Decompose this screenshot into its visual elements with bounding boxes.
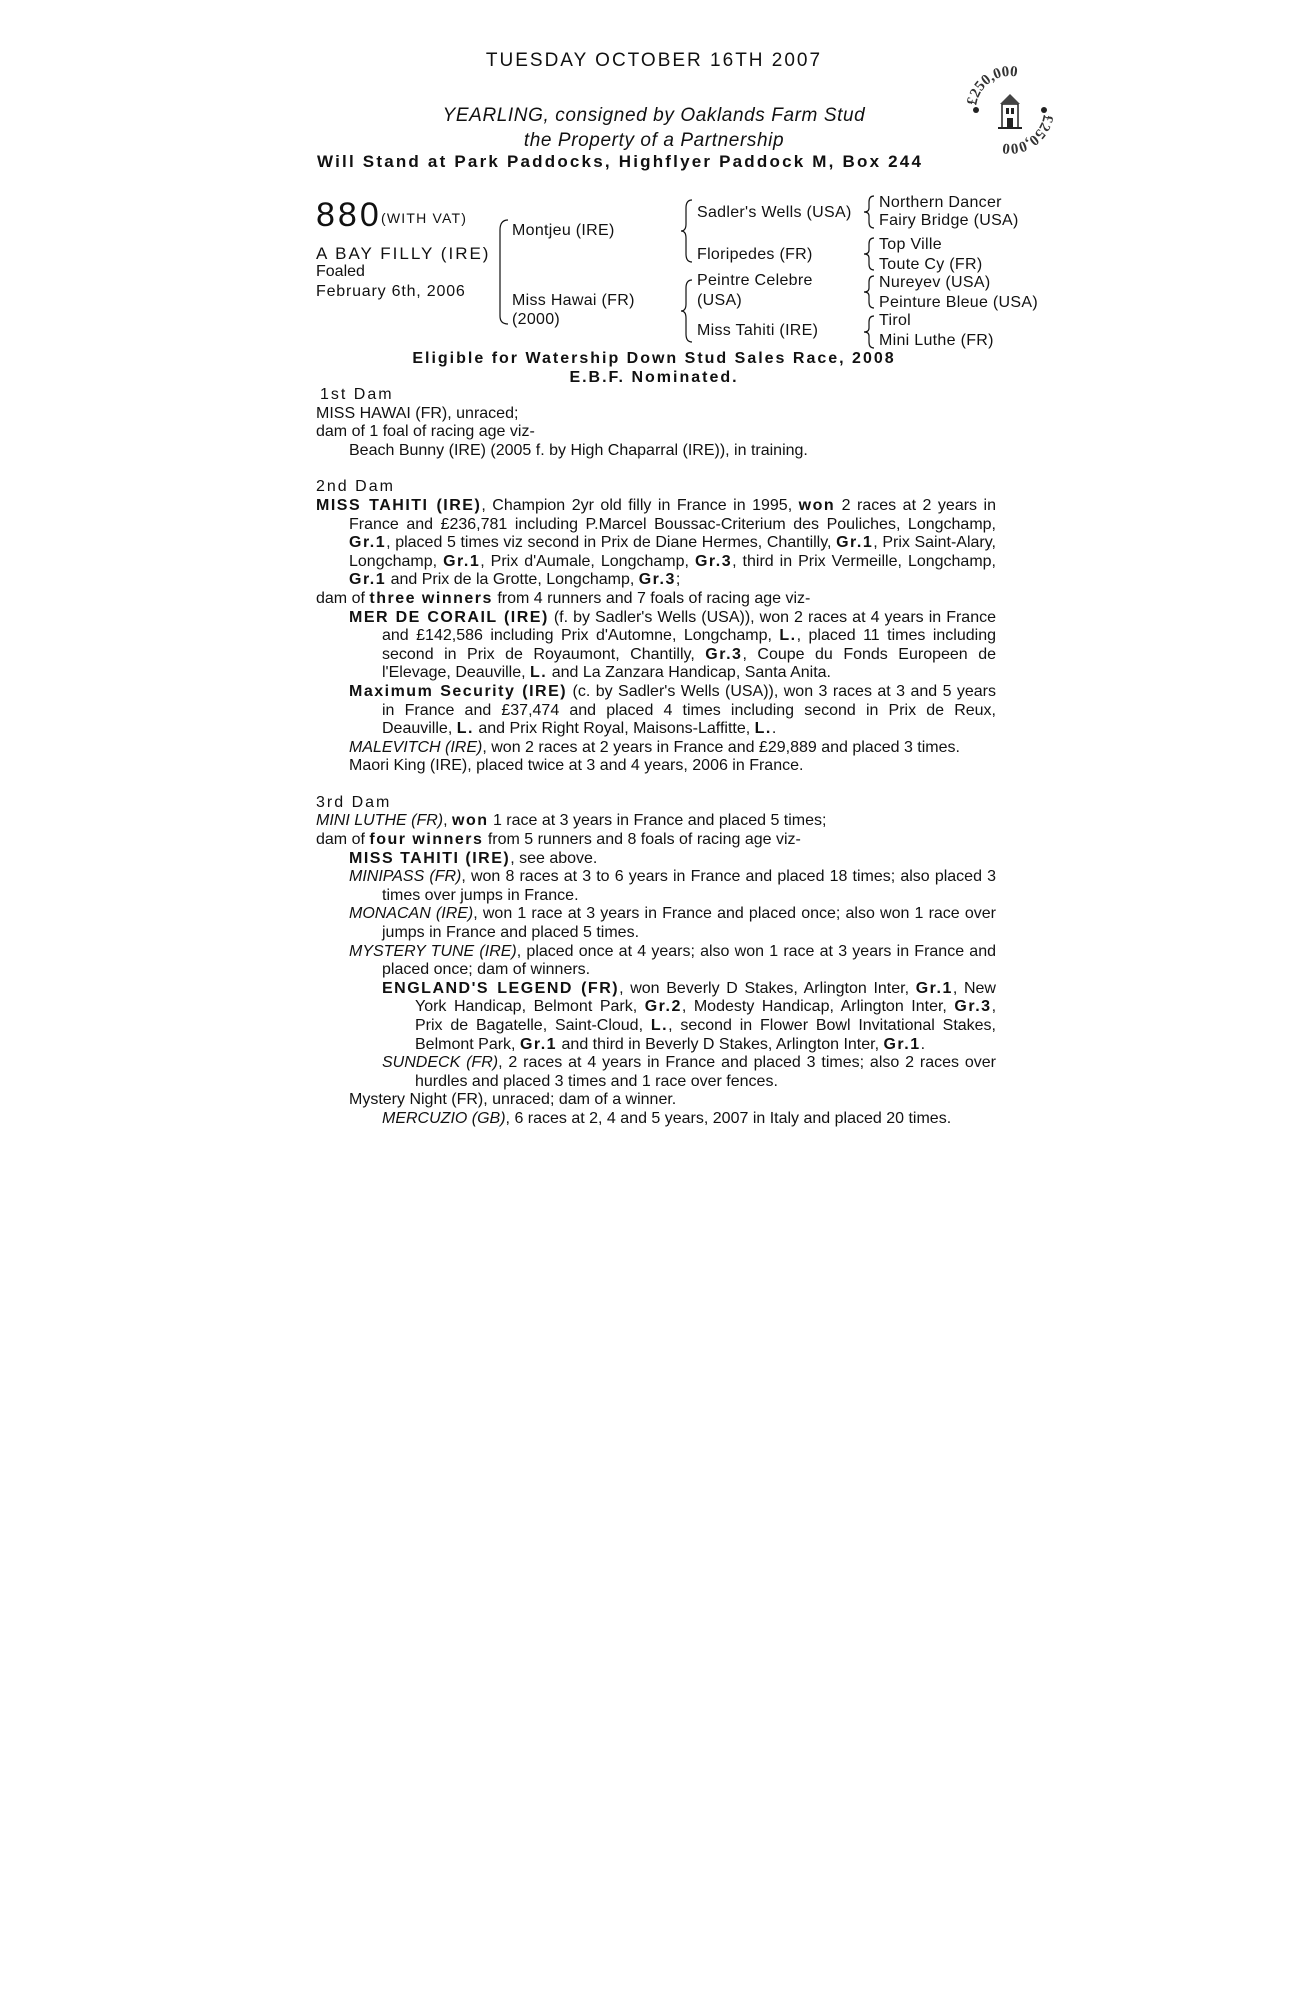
pedigree-dss: Nureyev (USA) bbox=[879, 274, 991, 291]
property-line: the Property of a Partnership bbox=[523, 130, 785, 151]
pedigree-brace-parents bbox=[494, 218, 512, 326]
pedigree-brace-dd bbox=[860, 314, 878, 350]
progeny-maori-king: Maori King (IRE), placed twice at 3 and 4 years, 2006 in France. bbox=[349, 757, 804, 775]
pedigree-sdd: Toute Cy (FR) bbox=[879, 256, 983, 273]
pedigree-dsd: Peinture Bleue (USA) bbox=[879, 294, 1038, 311]
pedigree-sds: Top Ville bbox=[879, 236, 942, 253]
ebf-notice: E.B.F. Nominated. bbox=[569, 369, 739, 386]
second-dam-summary: dam of three winners from 4 runners and 7 foals of racing age viz- bbox=[316, 589, 811, 607]
eligibility-notice: Eligible for Watership Down Stud Sales Race, 2008 bbox=[412, 350, 896, 367]
svg-text:£250,000: £250,000 bbox=[1001, 113, 1056, 156]
third-dam-heading: 3rd Dam bbox=[316, 793, 392, 811]
pedigree-brace-sire bbox=[678, 198, 696, 264]
pedigree-brace-ss bbox=[860, 194, 878, 230]
progeny-sundeck: SUNDECK (FR), 2 races at 4 years in France and placed 3 times; also 2 races over hurdles and placed 3 times and 1 race over fences. bbox=[382, 1054, 996, 1090]
catalogue-body bbox=[316, 386, 996, 1129]
svg-text:£250,000: £250,000 bbox=[964, 64, 1019, 107]
vat-note: (WITH VAT) bbox=[381, 210, 468, 226]
consignor-line: YEARLING, consigned by Oaklands Farm Stud bbox=[442, 105, 866, 126]
progeny-mystery-night: Mystery Night (FR), unraced; dam of a winner. bbox=[349, 1091, 677, 1109]
second-dam-heading: 2nd Dam bbox=[316, 478, 395, 496]
second-dam-record: MISS TAHITI (IRE), Champion 2yr old filly in France in 1995, won 2 races at 2 years in France and £236,781 including P.Marcel Boussac-Criterium des Pouliches, Longchamp, Gr.1, placed 5 times viz second in Prix de Diane Hermes, Chantilly, Gr.1, Prix Saint-Alary, Longchamp, Gr.1, Prix d'Aumale, Longchamp, Gr.3, third in Prix Vermeille, Longchamp, Gr.1 and Prix de la Grotte, Longchamp, Gr.3; bbox=[316, 496, 997, 589]
pedigree-ddd: Mini Luthe (FR) bbox=[879, 332, 994, 349]
pedigree-brace-ds bbox=[860, 274, 878, 310]
price-badge-icon bbox=[964, 64, 1056, 156]
progeny-monacan: MONACAN (IRE), won 1 race at 3 years in France and placed once; also won 1 race over jumps in France and placed 5 times. bbox=[349, 905, 996, 942]
pedigree-dam-dam: Miss Tahiti (IRE) bbox=[697, 322, 819, 339]
lot-number: 880 bbox=[316, 196, 382, 234]
progeny-englands-legend: ENGLAND'S LEGEND (FR), won Beverly D Stakes, Arlington Inter, Gr.1, New York Handicap, Belmont Park, Gr.2, Modesty Handicap, Arlington Inter, Gr.3, Prix de Bagatelle, Saint-Cloud, L., second in Flower Bowl Invitational Stakes, Belmont Park, Gr.1 and third in Beverly D Stakes, Arlington Inter, Gr.1. bbox=[382, 979, 997, 1053]
pedigree-dds: Tirol bbox=[879, 312, 912, 329]
sale-date: TUESDAY OCTOBER 16TH 2007 bbox=[485, 50, 823, 71]
progeny-malevitch: MALEVITCH (IRE), won 2 races at 2 years in France and £29,889 and placed 3 times. bbox=[349, 738, 960, 756]
foaled-date: February 6th, 2006 bbox=[316, 283, 466, 300]
third-dam-record: MINI LUTHE (FR), won 1 race at 3 years in France and placed 5 times; bbox=[316, 812, 827, 830]
progeny-minipass: MINIPASS (FR), won 8 races at 3 to 6 years in France and placed 18 times; also placed 3 times over jumps in France. bbox=[349, 868, 996, 904]
first-dam-name: MISS HAWAI (FR), unraced; bbox=[316, 404, 519, 422]
pedigree-sire: Montjeu (IRE) bbox=[512, 222, 615, 239]
first-dam-heading: 1st Dam bbox=[320, 386, 394, 403]
pedigree-dam: Miss Hawai (FR) bbox=[512, 292, 635, 309]
progeny-mystery-tune: MYSTERY TUNE (IRE), placed once at 4 years; also won 1 race at 3 years in France and placed once; dam of winners. bbox=[349, 942, 997, 979]
first-dam-summary: dam of 1 foal of racing age viz- bbox=[316, 423, 535, 441]
pedigree-ssd: Fairy Bridge (USA) bbox=[879, 212, 1019, 229]
pedigree-sss: Northern Dancer bbox=[879, 194, 1002, 211]
pedigree-dam-year: (2000) bbox=[512, 311, 561, 328]
pedigree-brace-sd bbox=[860, 236, 878, 272]
third-dam-summary: dam of four winners from 5 runners and 8 foals of racing age viz- bbox=[316, 831, 801, 849]
progeny-mercuzio: MERCUZIO (GB), 6 races at 2, 4 and 5 years, 2007 in Italy and placed 20 times. bbox=[382, 1109, 952, 1127]
pedigree-sire-sire: Sadler's Wells (USA) bbox=[697, 204, 852, 221]
first-dam-foal: Beach Bunny (IRE) (2005 f. by High Chaparral (IRE)), in training. bbox=[349, 441, 808, 459]
progeny-mer-de-corail: MER DE CORAIL (IRE) (f. by Sadler's Wells (USA)), won 2 races at 4 years in France and £142,586 including Prix d'Automne, Longchamp, L., placed 11 times including second in Prix de Royaumont, Chantilly, Gr.3, Coupe du Fonds Europeen de l'Elevage, Deauville, L. and La Zanzara Handicap, Santa Anita. bbox=[349, 608, 996, 682]
horse-description: A BAY FILLY (IRE) bbox=[316, 244, 491, 263]
pedigree-dam-sire-country: (USA) bbox=[697, 292, 743, 309]
pedigree-dam-sire: Peintre Celebre bbox=[697, 272, 813, 289]
progeny-miss-tahiti: MISS TAHITI (IRE), see above. bbox=[349, 849, 598, 867]
pedigree-sire-dam: Floripedes (FR) bbox=[697, 246, 813, 263]
progeny-maximum-security: Maximum Security (IRE) (c. by Sadler's Wells (USA)), won 3 races at 3 and 5 years in France and £37,474 and placed 4 times including second in Prix de Reux, Deauville, L. and Prix Right Royal, Maisons-Laffitte, L.. bbox=[349, 682, 997, 738]
stand-location: Will Stand at Park Paddocks, Highflyer Paddock M, Box 244 bbox=[317, 152, 924, 171]
pedigree-brace-dam bbox=[678, 278, 696, 344]
foaled-label: Foaled bbox=[316, 263, 365, 280]
